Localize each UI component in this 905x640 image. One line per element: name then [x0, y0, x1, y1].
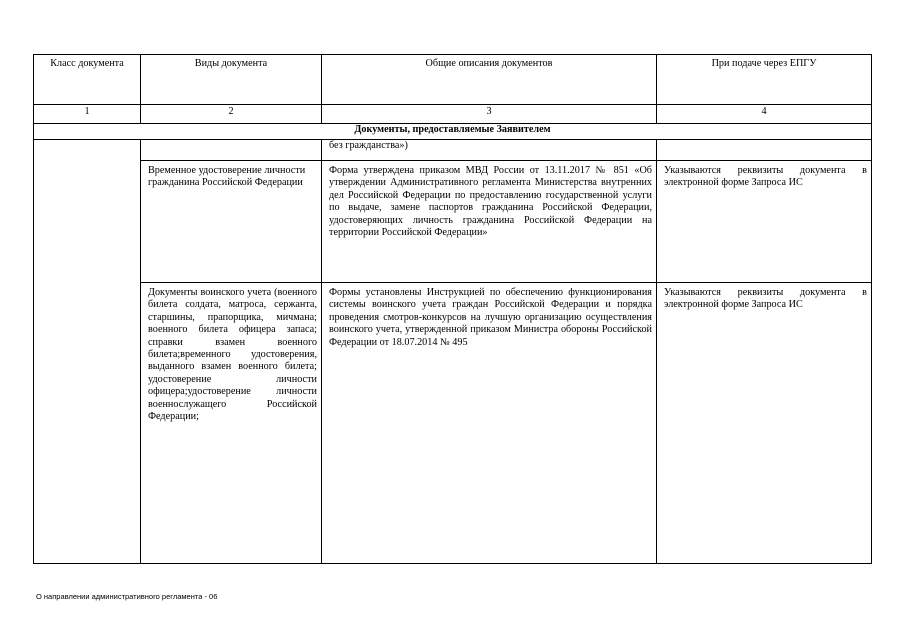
epgu-cell [657, 283, 872, 564]
document-type-text: Временное удостоверение личности гражданина Российской Федерации [148, 165, 306, 189]
documents-table [33, 54, 872, 564]
column-number: 1 [34, 105, 141, 124]
description-cell [322, 161, 657, 283]
description-text: Формы установлены Инструкцией по обеспечению функционирования системы воинского учета граждан Российской Федерации и порядка проведения смотров-конкурсов на лучшую организацию осуществления воинского учета, утвержденной приказом Министра обороны Российской Федерации от 18.07.2014 № 495 [329, 287, 652, 348]
table-row [34, 283, 872, 564]
epgu-text: Указываются реквизиты документа в электронной форме Запроса ИС [664, 287, 867, 311]
document-class-cell [34, 140, 141, 564]
table-row [34, 140, 872, 161]
document-type-cell [141, 161, 322, 283]
description-text: Форма утверждена приказом МВД России от 13.11.2017 № 851 «Об утверждении Административного регламента Министерства внутренних дел Российской Федерации по предоставлению государственной услуги по выдаче, замене паспортов гражданина Российской Федерации, удостоверяющих личность гражданина Российской Федерации на территории Российской Федерации» [329, 165, 652, 239]
column-number: 2 [141, 105, 322, 124]
page-footer: О направлении административного регламента - 06 [36, 592, 218, 601]
description-continuation [322, 140, 657, 161]
continuation-text: без гражданства») [329, 140, 408, 151]
epgu-cell [657, 140, 872, 161]
header-document-types: Виды документа [141, 55, 322, 105]
epgu-cell [657, 161, 872, 283]
header-document-class: Класс документа [34, 55, 141, 105]
header-general-descriptions: Общие описания документов [322, 55, 657, 105]
table-header-row [34, 55, 872, 105]
column-number: 3 [322, 105, 657, 124]
column-number: 4 [657, 105, 872, 124]
description-cell [322, 283, 657, 564]
document-type-text: Документы воинского учета (военного билета солдата, матроса, сержанта, старшины, прапорщика, мичмана; военного билета офицера запаса; справки взамен военного билета;временного удостоверения, выданного взамен военного билета; удостоверение личности офицера;удостоверение личности военнослужащего Российской Федерации; [148, 287, 317, 423]
header-epgu-submission: При подаче через ЕПГУ [657, 55, 872, 105]
document-type-cell [141, 283, 322, 564]
document-type-cell [141, 140, 322, 161]
section-title-row [34, 124, 872, 140]
table-row [34, 161, 872, 283]
section-title: Документы, предоставляемые Заявителем [34, 124, 872, 140]
epgu-text: Указываются реквизиты документа в электронной форме Запроса ИС [664, 165, 867, 189]
column-numbers-row [34, 105, 872, 124]
